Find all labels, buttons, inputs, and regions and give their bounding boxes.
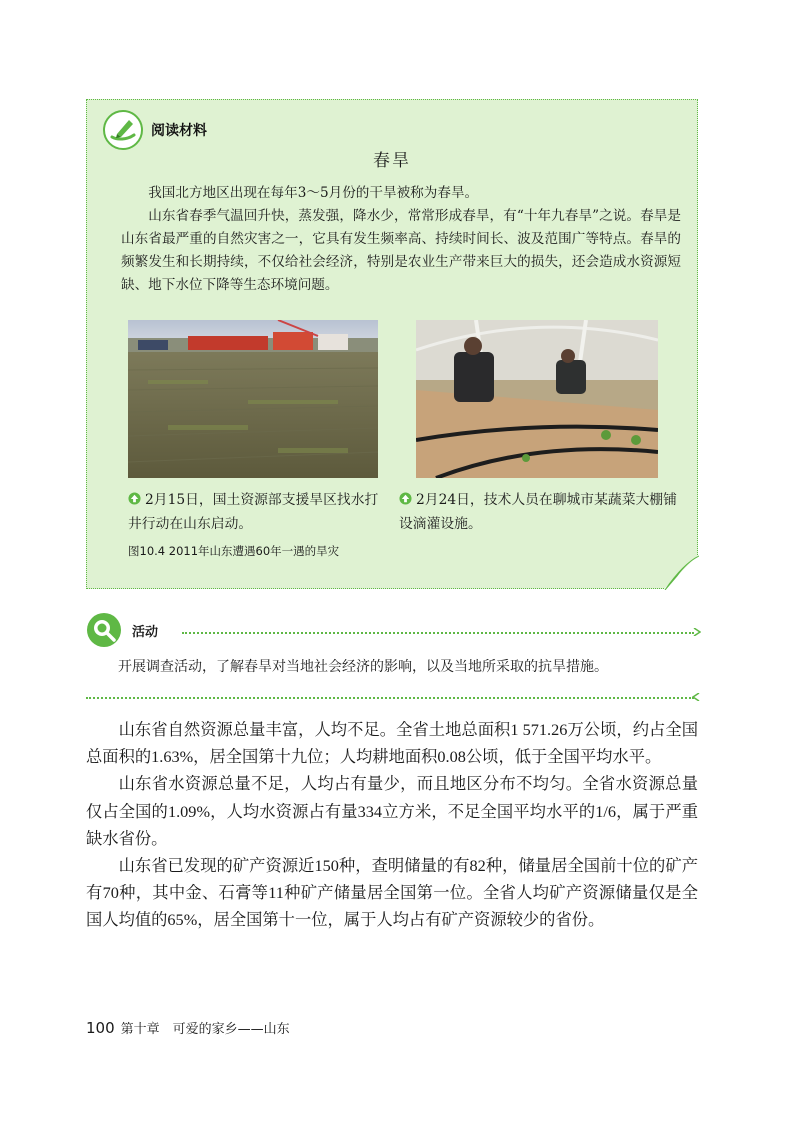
reading-label: 阅读材料	[151, 123, 207, 139]
page-footer	[86, 1018, 290, 1037]
reading-body	[121, 182, 681, 297]
photo-right-caption-text: 2月24日，技术人员在聊城市某蔬菜大棚铺设滴灌设施。	[399, 492, 677, 532]
photo-greenhouse-drip-irrigation	[416, 320, 658, 478]
magnifier-icon	[86, 612, 122, 648]
photo-drought-field	[128, 320, 378, 478]
figure-caption: 图10.4 2011年山东遭遇60年一遇的旱灾	[128, 544, 340, 558]
photo-left-caption-text: 2月15日，国土资源部支援旱区找水打井行动在山东启动。	[128, 492, 379, 532]
photo-right-caption	[399, 488, 689, 536]
activity-text: 开展调查活动，了解春旱对当地社会经济的影响，以及当地所采取的抗旱措施。	[118, 659, 608, 675]
pencil-book-icon	[103, 110, 143, 150]
chevron-left-icon	[692, 693, 700, 701]
chapter-title: 第十章 可爱的家乡——山东	[120, 1022, 290, 1037]
activity-label: 活动	[132, 624, 159, 640]
main-paragraph-land: 山东省自然资源总量丰富，人均不足。全省土地总面积1 571.26万公顷，约占全国总面积的1.63%，居全国第十九位；人均耕地面积0.08公顷，低于全国平均水平。	[86, 720, 698, 767]
main-text	[86, 716, 698, 934]
reading-title: 春旱	[373, 151, 411, 171]
page-curl-corner	[663, 554, 699, 590]
arrow-up-circle-icon	[128, 492, 141, 505]
reading-header	[103, 110, 207, 150]
reading-paragraph: 我国北方地区出现在每年3～5月份的干旱被称为春旱。	[148, 185, 479, 201]
page-number: 100	[86, 1019, 115, 1037]
reading-material-box	[86, 99, 698, 589]
main-paragraph-minerals: 山东省已发现的矿产资源近150种，查明储量的有82种，储量居全国前十位的矿产有70种，其中金、石膏等11种矿产储量居全国第一位。全省人均矿产资源储量仅是全国人均值的65%，居全国第十一位，属于人均占有矿产资源较少的省份。	[86, 856, 698, 930]
main-paragraph-water: 山东省水资源总量不足，人均占有量少，而且地区分布不均匀。全省水资源总量仅占全国的1.09%，人均水资源占有量334立方米，不足全国平均水平的1/6，属于严重缺水省份。	[86, 774, 698, 848]
arrow-up-circle-icon	[399, 492, 412, 505]
activity-header	[86, 612, 700, 648]
activity-divider-top	[182, 632, 694, 634]
photo-left-caption	[128, 488, 383, 536]
activity-divider-bottom	[86, 697, 694, 699]
chevron-right-icon	[693, 628, 701, 636]
reading-paragraph: 山东省春季气温回升快，蒸发强，降水少，常常形成春旱，有“十年九春旱”之说。春旱是山东省最严重的自然灾害之一，它具有发生频率高、持续时间长、波及范围广等特点。春旱的频繁发生和长期持续，不仅给社会经济，特别是农业生产带来巨大的损失，还会造成水资源短缺、地下水位下降等生态环境问题。	[121, 208, 681, 293]
